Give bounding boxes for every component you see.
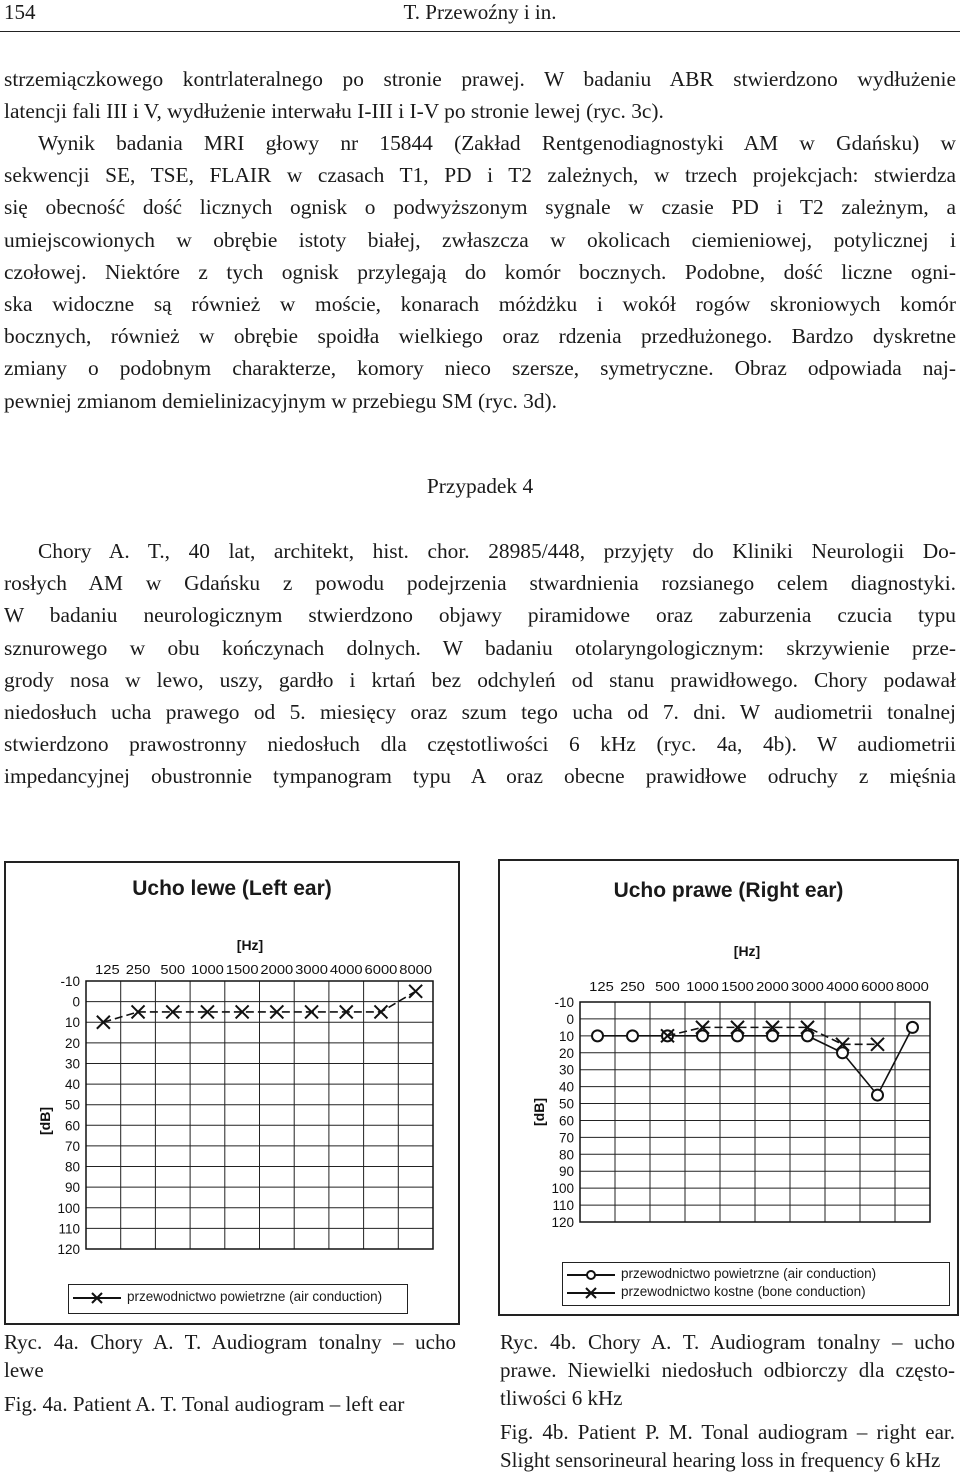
legend-item <box>69 1289 407 1307</box>
caption-line: Ryc. 4a. Chory A. T. Audiogram tonalny – ucho <box>4 1330 456 1354</box>
y-tick-label: 10 <box>64 1015 80 1031</box>
y-tick-label: 50 <box>558 1096 574 1112</box>
y-axis-title: [dB] <box>531 1098 547 1126</box>
y-tick-label: 60 <box>64 1118 80 1134</box>
x-tick-label: 1500 <box>225 963 259 977</box>
text-line: rosłych AM w Gdańsku z powodu podejrzenia stwardnienia rozsianego celem diagnostyki. <box>4 571 956 596</box>
text-line: W badaniu neurologicznym stwierdzono objawy piramidowe oraz zaburzenia czucia typu <box>4 603 956 628</box>
data-point-o-marker <box>872 1090 883 1101</box>
y-tick-label: 90 <box>558 1164 574 1180</box>
legend-item <box>563 1266 949 1284</box>
legend-left <box>68 1284 408 1314</box>
text-line: sznurowego w obu kończynach dolnych. W badaniu otolaryngologicznym: skrzywienie prze- <box>4 635 956 660</box>
audiogram-chart-left <box>6 863 458 1323</box>
x-tick-label: 500 <box>160 963 186 977</box>
y-tick-label: 100 <box>57 1200 80 1216</box>
y-tick-label: 20 <box>64 1035 80 1051</box>
text-line: Chory A. T., 40 lat, architekt, hist. chor. 28985/448, przyjęty do Kliniki Neurologii Do- <box>38 539 956 563</box>
caption-english: Fig. 4b. Patient P. M. Tonal audiogram – right ear. <box>500 1420 955 1444</box>
x-tick-label: 8000 <box>399 963 433 977</box>
legend-label: przewodnictwo kostne (bone conduction) <box>621 1284 866 1299</box>
data-point-o-marker <box>627 1030 638 1041</box>
y-tick-label: 120 <box>551 1215 574 1230</box>
caption-line: Ryc. 4b. Chory A. T. Audiogram tonalny – ucho <box>500 1330 955 1354</box>
y-tick-label: 20 <box>558 1045 574 1061</box>
y-tick-label: 110 <box>58 1221 80 1237</box>
legend-label: przewodnictwo powietrzne (air conduction) <box>127 1289 383 1304</box>
chart-title: Ucho lewe (Left ear) <box>132 877 332 900</box>
data-point-o-marker <box>592 1030 603 1041</box>
text-line: bocznych, również w obrębie spoidła wielkiego oraz rdzenia przedłużonego. Bardzo dyskretne <box>4 324 956 349</box>
paragraph-3 <box>4 535 956 793</box>
x-tick-label: 4000 <box>329 963 363 977</box>
x-tick-label: 2000 <box>260 963 294 977</box>
text-line: strzemiączkowego kontrlateralnego po stronie prawej. W badaniu ABR stwierdzono wydłużenie <box>4 67 956 91</box>
legend-label: przewodnictwo powietrzne (air conduction) <box>621 1266 877 1281</box>
page-number: 154 <box>4 0 36 24</box>
y-tick-label: 40 <box>558 1079 574 1095</box>
data-point-x-marker <box>340 1005 353 1018</box>
x-tick-label: 6000 <box>364 963 398 977</box>
x-tick-label: 1500 <box>721 980 754 994</box>
text-line: ska widoczne są również w moście, konarach móżdżku i wokół rogów skroniowych komór <box>4 292 956 317</box>
data-point-x-marker <box>374 1005 387 1018</box>
header-rule <box>0 31 960 32</box>
caption-english: Slight sensorineural hearing loss in frequency 6 kHz <box>500 1448 941 1472</box>
legend-o-marker-icon <box>563 1266 619 1284</box>
x-tick-label: 250 <box>620 980 645 994</box>
x-tick-label: 125 <box>95 963 120 977</box>
legend-x-marker-icon <box>563 1284 619 1302</box>
figure-left-audiogram <box>4 861 460 1325</box>
y-tick-label: 100 <box>551 1181 574 1197</box>
section-title: Przypadek 4 <box>426 474 534 498</box>
y-tick-label: -10 <box>60 974 80 989</box>
x-tick-label: 8000 <box>896 980 929 994</box>
y-axis-title: [dB] <box>37 1107 53 1135</box>
data-point-x-marker <box>409 985 422 998</box>
y-tick-label: 120 <box>57 1242 80 1257</box>
y-tick-label: 80 <box>64 1159 80 1175</box>
y-tick-label: 80 <box>558 1147 574 1163</box>
caption-right <box>500 1328 955 1474</box>
y-tick-label: 90 <box>64 1180 80 1196</box>
figure-right-audiogram <box>498 859 959 1316</box>
text-line: Wynik badania MRI głowy nr 15844 (Zakład Rentgenodiagnostyki AM w Gdańsku) w <box>38 131 956 155</box>
paragraph-1 <box>4 63 956 127</box>
y-tick-label: 110 <box>552 1198 574 1214</box>
x-tick-label: 3000 <box>295 963 328 977</box>
x-tick-label: 1000 <box>191 963 224 977</box>
running-head: T. Przewoźny i in. <box>403 0 557 24</box>
data-point-o-marker <box>907 1022 918 1033</box>
text-line: się obecność dość licznych ognisk o podwyższonym sygnale w czasie PD i T2 zależnym, a <box>4 195 956 220</box>
text-line: grody nosa w lewo, uszy, gardło i krtań bez odchyleń od stanu prawidłowego. Chory podawał <box>4 667 956 692</box>
y-tick-label: -10 <box>554 995 574 1010</box>
legend-x-marker-icon <box>69 1289 125 1307</box>
y-tick-label: 30 <box>558 1062 574 1078</box>
caption-english: Fig. 4a. Patient A. T. Tonal audiogram – left ear <box>4 1392 405 1416</box>
x-tick-label: 2000 <box>756 980 789 994</box>
x-axis-title: [Hz] <box>236 937 264 953</box>
caption-line: prawe. Niewielki niedosłuch odbiorczy dla często- <box>500 1358 955 1382</box>
text-line: czołowej. Niektóre z tych ognisk przylegają do komór bocznych. Podobne, dość liczne ogni- <box>4 259 956 284</box>
y-tick-label: 0 <box>566 1011 574 1027</box>
text-line: pewniej zmianom demielinizacyjnym w przebiegu SM (ryc. 3d). <box>4 388 558 413</box>
x-axis-title: [Hz] <box>733 943 761 959</box>
audiogram-chart-right <box>500 861 957 1314</box>
caption-line: lewe <box>4 1358 44 1382</box>
y-tick-label: 0 <box>72 994 80 1010</box>
y-tick-label: 10 <box>558 1028 574 1044</box>
caption-line: tliwości 6 kHz <box>500 1386 623 1410</box>
text-line: zmiany o podobnym charakterze, komory nieco szersze, symetryczne. Obraz odpowiada naj- <box>4 356 956 381</box>
y-tick-label: 70 <box>558 1130 574 1146</box>
text-line: latencji fali III i V, wydłużenie interwału I-III i I-V po stronie lewej (ryc. 3c). <box>4 99 664 124</box>
x-tick-label: 1000 <box>686 980 719 994</box>
y-tick-label: 60 <box>558 1113 574 1129</box>
paragraph-2 <box>4 127 956 417</box>
x-tick-label: 125 <box>589 980 614 994</box>
chart-title: Ucho prawe (Right ear) <box>613 879 844 902</box>
x-tick-label: 250 <box>125 963 151 977</box>
page-header <box>0 0 960 32</box>
x-tick-label: 4000 <box>826 980 859 994</box>
y-tick-label: 70 <box>64 1138 80 1154</box>
y-tick-label: 30 <box>64 1056 80 1072</box>
y-tick-label: 40 <box>64 1077 80 1093</box>
x-tick-label: 500 <box>655 980 680 994</box>
x-tick-label: 3000 <box>791 980 824 994</box>
text-line: impedancyjnej obustronnie tympanogram typu A oraz obecne prawidłowe odruchy z mięśnia <box>4 764 956 789</box>
text-line: stwierdzono prawostronny niedosłuch dla częstotliwości 6 kHz (ryc. 4a, 4b). W audiometrii <box>4 732 956 757</box>
y-tick-label: 50 <box>64 1097 80 1113</box>
text-line: niedosłuch ucha prawego od 5. miesięcy oraz szum tego ucha od 7. dni. W audiometrii tonalnej <box>4 700 956 725</box>
legend-item <box>563 1284 949 1302</box>
text-line: sekwencji SE, TSE, FLAIR w czasach T1, PD i T2 zależnych, w trzech projekcjach: stwierdza <box>4 163 956 188</box>
caption-left <box>4 1328 456 1418</box>
x-tick-label: 6000 <box>861 980 894 994</box>
legend-right <box>562 1262 950 1306</box>
text-line: umiejscowionych w obrębie istoty białej, zwłaszcza w okolicach ciemieniowej, potylicznej i <box>4 227 956 252</box>
